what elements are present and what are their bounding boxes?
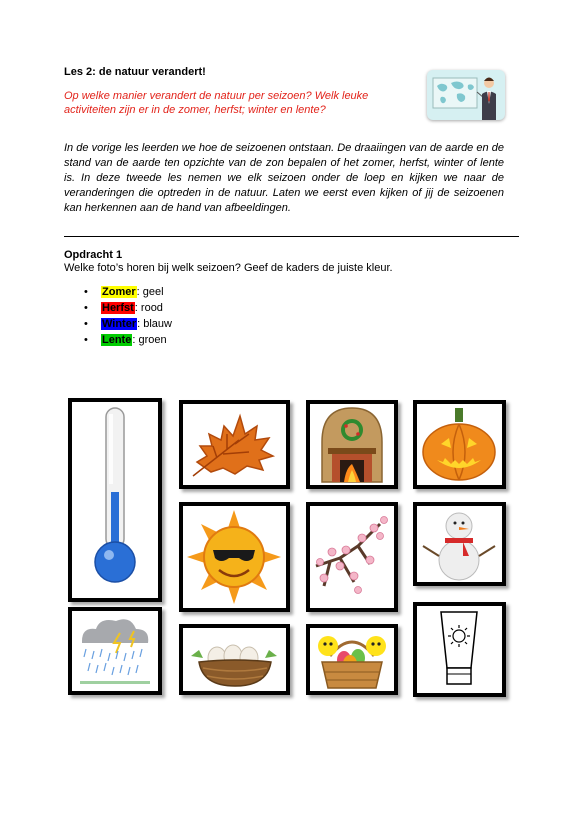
picture-frame-leaf[interactable] bbox=[179, 400, 290, 489]
blossom-branch-icon bbox=[310, 506, 394, 608]
picture-frame-fireplace[interactable] bbox=[306, 400, 398, 489]
picture-frame-thermometer[interactable] bbox=[68, 398, 162, 602]
lesson-title: Les 2: de natuur verandert! bbox=[64, 66, 206, 78]
pumpkin-icon bbox=[417, 404, 502, 485]
season-label: Winter bbox=[102, 318, 137, 330]
picture-frame-sunscreen[interactable] bbox=[413, 602, 506, 697]
sunscreen-tube-icon bbox=[417, 606, 502, 693]
exercise-title: Opdracht 1 bbox=[64, 249, 123, 261]
autumn-leaf-icon bbox=[183, 404, 286, 485]
legend-item-autumn bbox=[84, 300, 172, 316]
easter-basket-icon bbox=[310, 628, 394, 691]
picture-frame-nest[interactable] bbox=[179, 624, 290, 695]
picture-frame-rain[interactable] bbox=[68, 607, 162, 695]
picture-frame-blossom[interactable] bbox=[306, 502, 398, 612]
thermometer-icon bbox=[72, 402, 158, 598]
season-label: Zomer bbox=[102, 286, 136, 298]
season-label: Lente bbox=[102, 334, 132, 346]
lesson-intro: In de vorige les leerden we hoe de seizoenen ontstaan. De draaiingen van de aarde en de stand van de aarde ten opzichte van de zon bepalen of het zomer, herfst, winter of lente is. In deze tweede les nemen we elk seizoen onder de loep en kijken we naar de veranderingen die optreden in de natuur. Laten we eerst even kijken of jij de seizoenen kan herkennen aan de hand van afbeeldingen. bbox=[64, 142, 504, 214]
picture-frame-easter-basket[interactable] bbox=[306, 624, 398, 695]
color-name: : groen bbox=[132, 334, 167, 346]
rain-storm-icon bbox=[72, 611, 158, 691]
sun-with-sunglasses-icon bbox=[183, 506, 286, 608]
egg-nest-icon bbox=[183, 628, 286, 691]
lesson-question: Op welke manier verandert de natuur per seizoen? Welk leuke activiteiten zijn er in de zomer, herfst; winter en lente? bbox=[64, 90, 369, 116]
legend-item-spring bbox=[84, 332, 172, 348]
teacher-map-icon bbox=[427, 70, 505, 120]
picture-frame-sun[interactable] bbox=[179, 502, 290, 612]
section-divider bbox=[64, 236, 519, 237]
season-legend bbox=[84, 284, 172, 348]
picture-frame-pumpkin[interactable] bbox=[413, 400, 506, 489]
snowman-icon bbox=[417, 506, 502, 582]
color-name: : rood bbox=[134, 302, 163, 314]
picture-frame-snowman[interactable] bbox=[413, 502, 506, 586]
fireplace-icon bbox=[310, 404, 394, 485]
color-name: : blauw bbox=[137, 318, 172, 330]
color-name: : geel bbox=[136, 286, 164, 298]
season-label: Herfst bbox=[102, 302, 134, 314]
legend-item-summer bbox=[84, 284, 172, 300]
legend-item-winter bbox=[84, 316, 172, 332]
exercise-instruction: Welke foto’s horen bij welk seizoen? Geef de kaders de juiste kleur. bbox=[64, 262, 393, 274]
